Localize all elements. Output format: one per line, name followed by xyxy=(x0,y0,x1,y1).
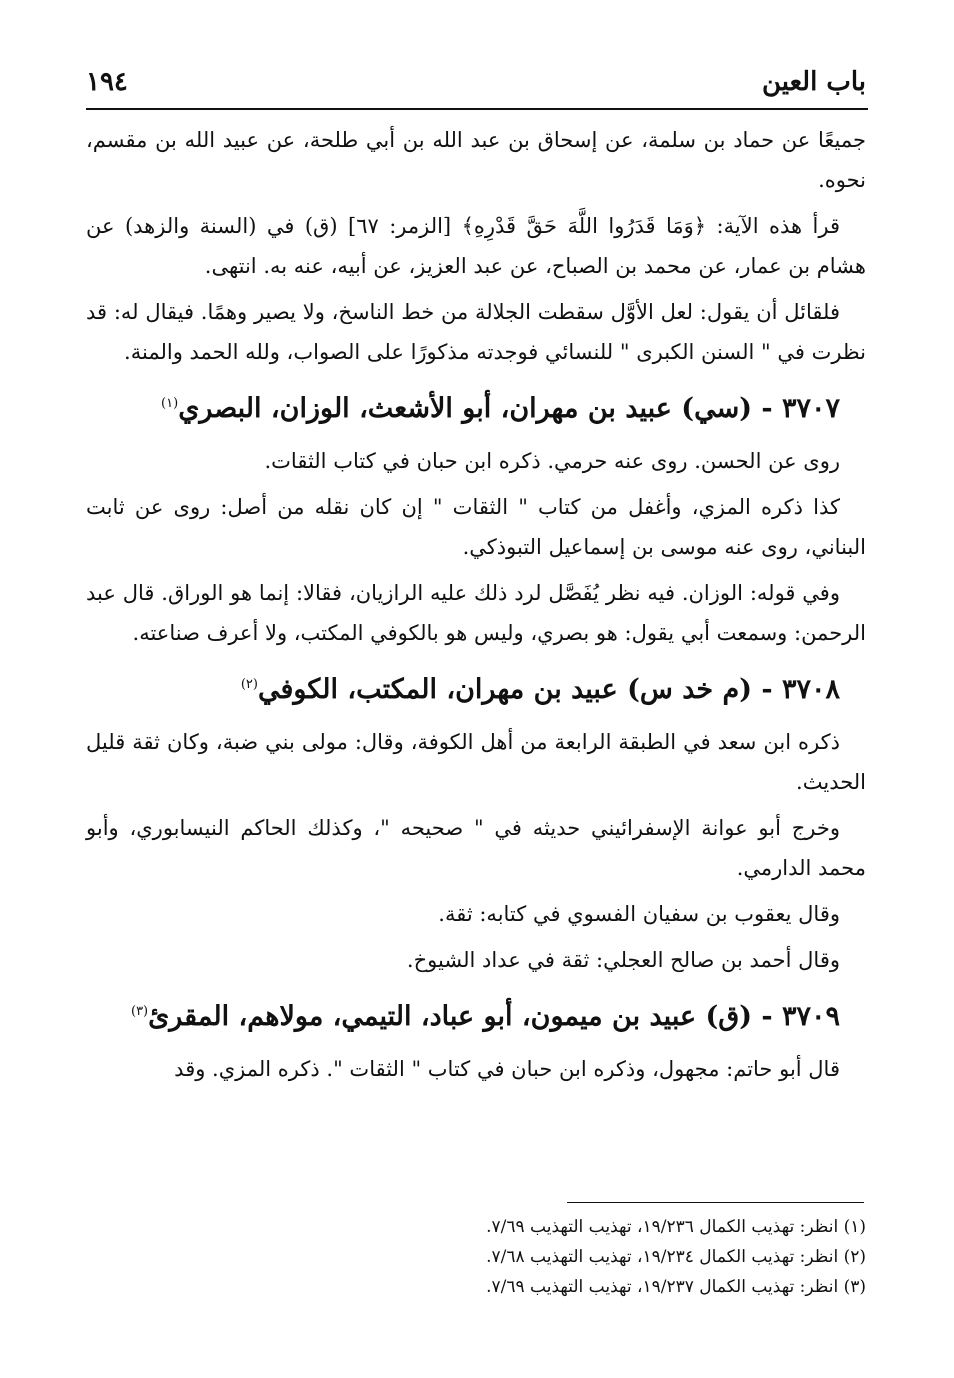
entry-heading xyxy=(86,986,866,1043)
footnote: (١) انظر: تهذيب الكمال ١٩/٢٣٦، تهذيب التهذيب ٧/٦٩. xyxy=(486,1217,866,1237)
header-rule xyxy=(86,108,868,110)
paragraph: وقال يعقوب بن سفيان الفسوي في كتابه: ثقة. xyxy=(438,902,840,926)
chapter-title: باب العين xyxy=(761,67,866,97)
entry-title: ٣٧٠٩ - (ق) عبيد بن ميمون، أبو عباد، التيمي، مولاهم، المقرئ xyxy=(148,1001,840,1032)
footnotes xyxy=(86,1212,866,1302)
entry-heading xyxy=(86,659,866,716)
footnote-rule xyxy=(567,1202,864,1203)
paragraph: وقال أحمد بن صالح العجلي: ثقة في عداد الشيوخ. xyxy=(406,948,840,972)
footnote-ref: (٣) xyxy=(130,1004,149,1019)
entry-title: ٣٧٠٧ - (سي) عبيد بن مهران، أبو الأشعث، الوزان، البصري xyxy=(178,393,840,424)
entry-heading xyxy=(86,378,866,435)
main-text xyxy=(86,120,866,1095)
page-number: ١٩٤ xyxy=(86,67,128,97)
paragraph: كذا ذكره المزي، وأغفل من كتاب " الثقات " إن كان نقله من أصل: روى عن ثابت البناني، روى عنه موسى بن إسماعيل التبوذكي. xyxy=(86,495,866,559)
paragraph: وخرج أبو عوانة الإسفرائيني حديثه في " صحيحه "، وكذلك الحاكم النيسابوري، وأبو محمد الدارمي. xyxy=(86,816,866,880)
paragraph: ذكره ابن سعد في الطبقة الرابعة من أهل الكوفة، وقال: مولى بني ضبة، وكان ثقة قليل الحديث. xyxy=(86,730,866,794)
paragraph: جميعًا عن حماد بن سلمة، عن إسحاق بن عبد الله بن أبي طلحة، عن عبيد الله بن مقسم، نحوه. xyxy=(86,128,866,192)
paragraph: قال أبو حاتم: مجهول، وذكره ابن حبان في كتاب " الثقات ". ذكره المزي. وقد xyxy=(174,1057,840,1081)
paragraph: روى عن الحسن. روى عنه حرمي. ذكره ابن حبان في كتاب الثقات. xyxy=(264,449,840,473)
footnote: (٣) انظر: تهذيب الكمال ١٩/٢٣٧، تهذيب التهذيب ٧/٦٩. xyxy=(486,1277,866,1297)
paragraph: فلقائل أن يقول: لعل الأوَّل سقطت الجلالة من خط الناسخ، ولا يصير وهمًا. فيقال له: قد نظرت في " السنن الكبرى " للنسائي فوجدته مذكورًا على الصواب، ولله الحمد والمنة. xyxy=(86,300,866,364)
paragraph: وفي قوله: الوزان. فيه نظر يُفَصَّل لرد ذلك عليه الرازيان، فقالا: إنما هو الوراق. قال عبد الرحمن: وسمعت أبي يقول: هو بصري، وليس هو بالكوفي المكتب، ولا أعرف صناعته. xyxy=(86,581,866,645)
paragraph: قرأ هذه الآية: ﴿وَمَا قَدَرُوا اللَّهَ حَقَّ قَدْرِهِ﴾ [الزمر: ٦٧] (ق) في (السنة والزهد) عن هشام بن عمار، عن محمد بن الصباح، عن عبد العزيز، عن أبيه، عنه به. انتهى. xyxy=(86,214,866,278)
footnote: (٢) انظر: تهذيب الكمال ١٩/٢٣٤، تهذيب التهذيب ٧/٦٨. xyxy=(486,1247,866,1267)
running-header xyxy=(86,62,866,102)
entry-title: ٣٧٠٨ - (م خد س) عبيد بن مهران، المكتب، الكوفي xyxy=(257,674,840,705)
footnote-ref: (٢) xyxy=(240,677,258,692)
footnote-ref: (١) xyxy=(161,396,179,411)
